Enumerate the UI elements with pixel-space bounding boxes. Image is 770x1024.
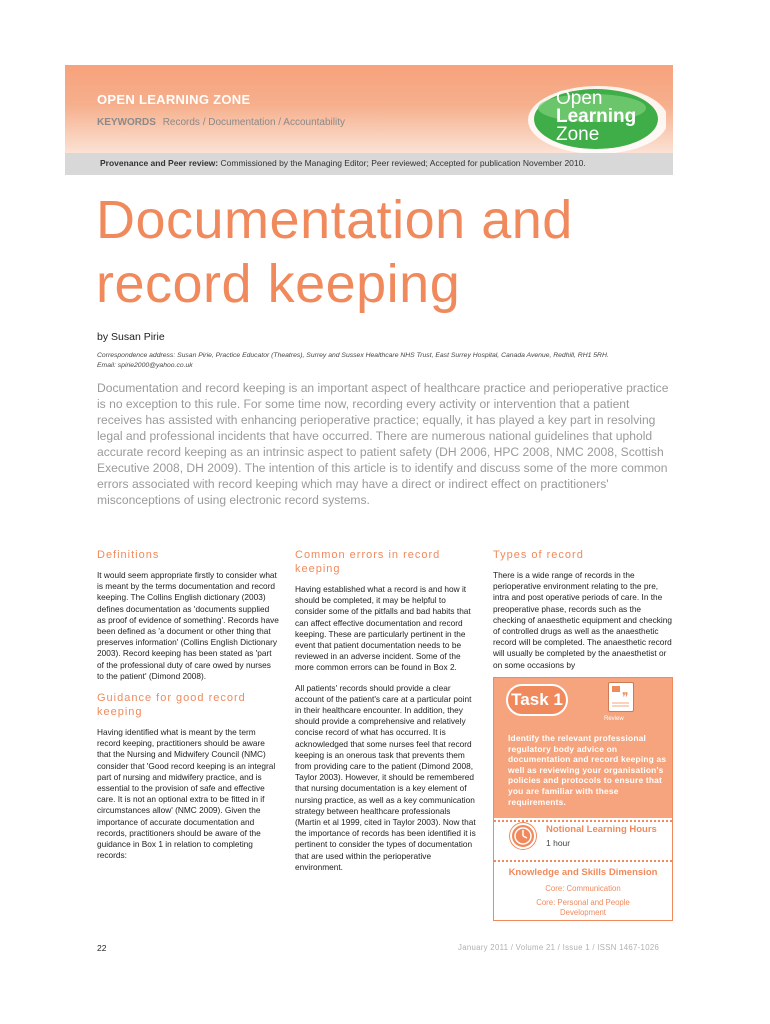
- title-line-2: record keeping: [96, 254, 461, 314]
- notional-learning-hours-title: Notional Learning Hours: [546, 824, 657, 835]
- task-box: [493, 677, 673, 921]
- ksd-title: Knowledge and Skills Dimension: [508, 867, 658, 878]
- clock-icon: [510, 823, 536, 849]
- abstract: Documentation and record keeping is an important aspect of healthcare practice and perioperative practice is no exception to this rule. For some time now, recording every activity or intervention that a patient receives has assisted with enhancing perioperative practice; equally, it has played a key part in resolving legal and professional incidents that have occurred. There are numerous national guidelines that uphold accurate record keeping as an intrinsic aspect to patient safety (DH 2006, HPC 2008, NMC 2008, Scottish Executive 2008, DH 2009). The intention of this article is to identify and discuss some of the more common errors associated with record keeping which may have a direct or indirect effect on practitioners' misconceptions of using electronic record systems.: [97, 381, 669, 507]
- paragraph-guidance: Having identified what is meant by the term record keeping, practitioners should be aware that the Nursing and Midwifery Council (NMC) consider that 'Good record keeping is an integral part of nursing and midwifery practice, and is essential to the provision of safe and effective care. It is not an optional extra to be fitted in if circumstances allow' (NMC 2009). Given the importance of accurate documentation and records, practitioners should be aware of the guidance in Box 1 in relation to completing records:: [97, 727, 276, 861]
- review-document-icon: [608, 682, 634, 712]
- heading-guidance: Guidance for good record keeping: [97, 692, 246, 719]
- page-number: 22: [97, 943, 107, 953]
- review-label: Review: [604, 716, 624, 722]
- provenance-label: Provenance and Peer review:: [100, 158, 219, 168]
- zone-title: OPEN LEARNING ZONE: [97, 92, 251, 107]
- keywords-label: KEYWORDS: [97, 117, 156, 128]
- provenance-bar: [65, 153, 673, 175]
- heading-definitions: Definitions: [97, 549, 160, 561]
- paragraph-definitions: It would seem appropriate firstly to consider what is meant by the terms documentation and record keeping. The Collins English dictionary (2003) defines documentation as 'documents supplied as proof of evidence of something'. Records have been defined as 'a document or other thing that preserves information' (Collins English Dictionary 2003). Record keeping has been stated as 'part of the professional duty of care owed by nurses to the patient' (Dimond 2008).: [97, 570, 279, 681]
- logo-learning: Learning: [556, 106, 637, 127]
- heading-types-of-record: Types of record: [493, 549, 584, 561]
- provenance-text: Commissioned by the Managing Editor; Peer reviewed; Accepted for publication November 2010.: [220, 158, 586, 168]
- byline: by Susan Pirie: [97, 331, 165, 343]
- correspondence-address: Correspondence address: Susan Pirie, Practice Educator (Theatres), Surrey and Sussex Healthcare NHS Trust, East Surrey Hospital, Canada Avenue, Redhill, RH1 5RH.: [97, 352, 609, 359]
- divider-top: [494, 820, 672, 822]
- correspondence: [97, 351, 657, 371]
- task-badge: Task 1: [506, 684, 568, 716]
- column-3: [493, 548, 673, 680]
- article-title: [96, 188, 686, 316]
- paragraph-common-errors-1: Having established what a record is and how it should be completed, it may be helpful to consider some of the pitfalls and bad habits that can affect effective documentation and record keeping. These are particularly pertinent in the event that patient documentation needs to be reviewed in an adverse incident. Some of the more common errors can be found in Box 2.: [295, 584, 471, 673]
- paragraph-types-of-record: There is a wide range of records in the perioperative environment relating to the pre, intra and post operative periods of care. In the preoperative phase, records such as the checking of anaesthetic equipment and checking of controlled drugs as well as the anaesthetic record will be completed. The anaesthetic record will usually be completed by the anaesthetist or on some occasions by: [493, 570, 672, 670]
- logo-zone: Zone: [556, 124, 600, 145]
- keywords-list: Records / Documentation / Accountability: [162, 117, 346, 128]
- footer-issue: January 2011 / Volume 21 / Issue 1 / ISSN 1467-1026: [458, 943, 660, 952]
- title-line-1: Documentation and: [96, 190, 573, 250]
- ksd-core-communication: Core: Communication: [545, 884, 621, 893]
- divider-bottom: [494, 860, 672, 862]
- svg-text:❞: ❞: [622, 690, 629, 704]
- correspondence-email: Email: spirie2000@yahoo.co.uk: [97, 362, 193, 369]
- logo-open: Open: [556, 88, 603, 109]
- task-panel: [494, 678, 672, 818]
- column-2: [295, 548, 477, 882]
- column-1: [97, 548, 279, 870]
- notional-learning-hours-value: 1 hour: [546, 838, 571, 848]
- task-text: Identify the relevant professional regulatory body advice on documentation and record keeping as well as reviewing your organisation's policies and protocols to ensure that you are familiar with these requirements.: [508, 733, 667, 807]
- keywords: [97, 117, 345, 128]
- ksd-core-personal: Core: Personal and People Development: [536, 898, 630, 917]
- heading-common-errors: Common errors in record keeping: [295, 549, 441, 575]
- open-learning-zone-logo: [514, 80, 666, 154]
- paragraph-common-errors-2: All patients' records should provide a clear account of the patient's care at a particular point in their healthcare encounter. In addition, they should provide a comprehensive and relatively concise record of what has occurred. It is acknowledged that some nurses feel that record keeping is an onerous task that prevents them from providing care to the patient (Dimond 2008, Taylor 2003). However, it should be remembered that nursing documentation is a key element of nursing practice, as well as a key communication strategy between healthcare professionals (Martin et al 1999, cited in Taylor 2003). Now that the importance of records has been identified it is pertinent to consider the types of documentation that are used within the perioperative environment.: [295, 682, 476, 872]
